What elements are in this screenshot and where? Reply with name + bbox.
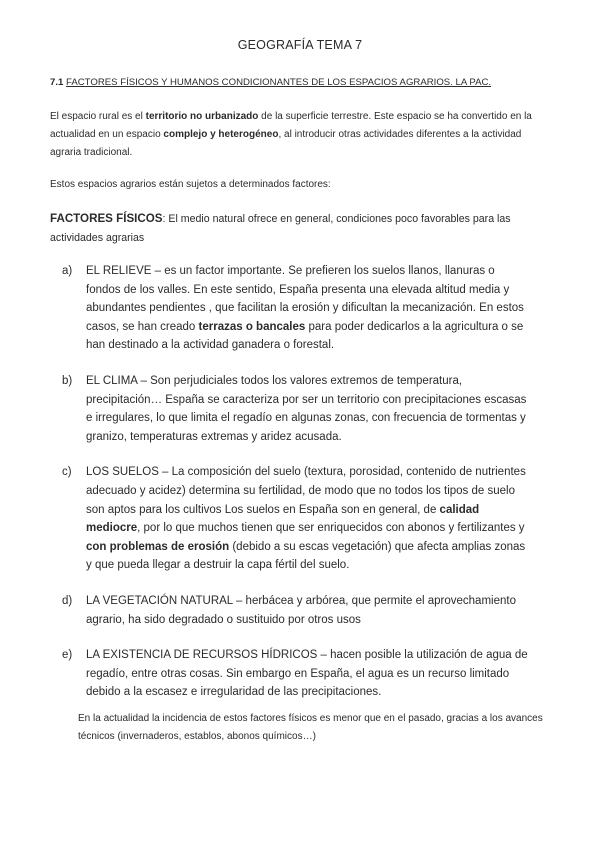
list-item-water-resources: e) LA EXISTENCIA DE RECURSOS HÍDRICOS – hacen posible la utilización de agua de regadío, entre otras cosas. Sin embargo en España, el agua es un recurso limitado debido a la escasez e irregularidad de las precipitaciones. xyxy=(62,646,532,702)
factors-intro-paragraph: Estos espacios agrarios están sujetos a determinados factores: xyxy=(50,179,331,190)
physical-factors-label: FACTORES FÍSICOS xyxy=(50,212,163,225)
list-marker: e) xyxy=(62,649,73,662)
section-number: 7.1 xyxy=(50,77,64,88)
list-item-climate: b) EL CLIMA – Son perjudiciales todos los valores extremos de temperatura, precipitación… España se caracteriza por ser un territorio con precipitaciones escasas e irregulares, lo que limita el regadío en algunas zonas, con frecuencia de tormentas y granizo, temperaturas extremas y aridez acusada. xyxy=(62,372,532,446)
list-marker: a) xyxy=(62,265,73,277)
bold-term: con problemas de erosión xyxy=(86,540,230,553)
bold-term: terrazas o bancales xyxy=(198,320,306,333)
bold-term: complejo y heterogéneo xyxy=(163,129,279,140)
list-marker: c) xyxy=(62,466,72,479)
list-item-soils: c) LOS SUELOS – La composición del suelo (textura, porosidad, contenido de nutrientes adecuado y acidez) determina su fertilidad, de modo que no todos los tipos de suelo son aptos para los cultivos Los suelos en España son en general, de calidad mediocre, por lo que muchos tienen que ser enriquecidos con abonos y fertilizantes y con problemas de erosión (debido a su escas vegetación) que afecta amplias zonas y que pueda llegar a destruir la capa fértil del suelo. xyxy=(62,463,532,575)
list-marker: b) xyxy=(62,374,73,387)
section-title: FACTORES FÍSICOS Y HUMANOS CONDICIONANTES DE LOS ESPACIOS AGRARIOS. LA PAC. xyxy=(66,77,492,88)
closing-paragraph: En la actualidad la incidencia de estos factores físicos es menor que en el pasado, gracias a los avances técnicos (invernaderos, establos, abonos químicos…) xyxy=(78,713,543,742)
list-item-relief: a) EL RELIEVE – es un factor importante. Se prefieren los suelos llanos, llanuras o fondos de los valles. En este sentido, España presenta una elevada altitud media y abundantes pendientes , que facilitan la erosión y dificultan la mecanización. En estos casos, se han creado terrazas o bancales para poder dedicarlos a la agricultura o se han destinado a la actividad ganadera o forestal. xyxy=(62,262,532,355)
bold-term: territorio no urbanizado xyxy=(145,111,259,122)
document-title: GEOGRAFÍA TEMA 7 xyxy=(237,38,363,52)
physical-factors-paragraph: FACTORES FÍSICOS: El medio natural ofrece en general, condiciones poco favorables para las actividades agrarias xyxy=(50,212,511,244)
intro-paragraph: El espacio rural es el territorio no urbanizado de la superficie terrestre. Este espacio se ha convertido en la actualidad en un espacio complejo y heterogéneo, al introducir otras actividades diferentes a la actividad agraria tradicional. xyxy=(50,111,532,158)
list-item-vegetation: d) LA VEGETACIÓN NATURAL – herbácea y arbórea, que permite el aprovechamiento agrario, ha sido degradado o sustituido por otros usos xyxy=(62,592,532,629)
list-marker: d) xyxy=(62,594,73,607)
factors-list xyxy=(62,262,532,702)
section-heading xyxy=(50,77,560,88)
bold-term: calidad mediocre xyxy=(86,503,480,535)
